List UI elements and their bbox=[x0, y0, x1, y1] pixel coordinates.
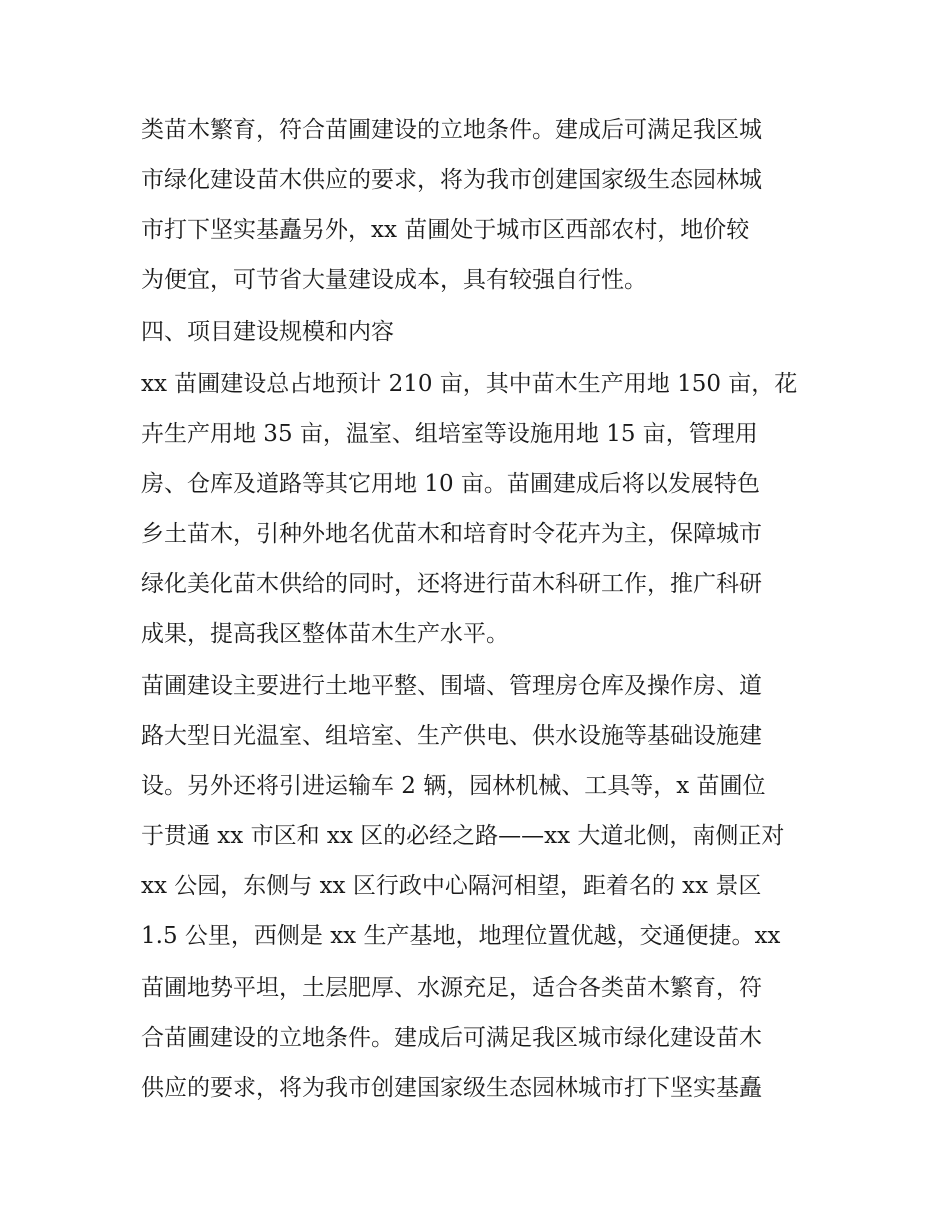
text-line: 市绿化建设苗木供应的要求，将为我市创建国家级生态园林城 bbox=[141, 167, 762, 193]
text-line: xx 公园，东侧与 xx 区行政中心隔河相望，距着名的 xx 景区 bbox=[141, 873, 762, 899]
text-line: 乡土苗木，引种外地名优苗木和培育时令花卉为主，保障城市 bbox=[141, 521, 762, 547]
text-line: 1.5 公里，西侧是 xx 生产基地，地理位置优越，交通便捷。xx bbox=[141, 923, 781, 949]
text-line: 苗圃建设主要进行土地平整、围墙、管理房仓库及操作房、道 bbox=[141, 673, 762, 699]
text-line: 为便宜，可节省大量建设成本，具有较强自行性。 bbox=[141, 267, 647, 293]
text-line: 设。另外还将引进运输车 2 辆，园林机械、工具等，x 苗圃位 bbox=[141, 773, 766, 799]
text-line: 房、仓库及道路等其它用地 10 亩。苗圃建成后将以发展特色 bbox=[141, 471, 760, 497]
text-line: 供应的要求，将为我市创建国家级生态园林城市打下坚实基矗 bbox=[141, 1075, 762, 1101]
text-line: 于贯通 xx 市区和 xx 区的必经之路——xx 大道北侧，南侧正对 bbox=[141, 823, 785, 849]
text-line: 绿化美化苗木供给的同时，还将进行苗木科研工作，推广科研 bbox=[141, 571, 762, 597]
text-line: 卉生产用地 35 亩，温室、组培室等设施用地 15 亩，管理用 bbox=[141, 421, 758, 447]
text-line: 市打下坚实基矗另外，xx 苗圃处于城市区西部农村，地价较 bbox=[141, 217, 750, 243]
text-line: 苗圃地势平坦，土层肥厚、水源充足，适合各类苗木繁育，符 bbox=[141, 975, 762, 1001]
text-line: xx 苗圃建设总占地预计 210 亩，其中苗木生产用地 150 亩，花 bbox=[141, 371, 798, 397]
text-line: 成果，提高我区整体苗木生产水平。 bbox=[141, 621, 509, 647]
text-line: 类苗木繁育，符合苗圃建设的立地条件。建成后可满足我区城 bbox=[141, 117, 762, 143]
text-line: 路大型日光温室、组培室、生产供电、供水设施等基础设施建 bbox=[141, 723, 762, 749]
section-heading: 四、项目建设规模和内容 bbox=[141, 319, 394, 345]
text-line: 合苗圃建设的立地条件。建成后可满足我区城市绿化建设苗木 bbox=[141, 1025, 762, 1051]
